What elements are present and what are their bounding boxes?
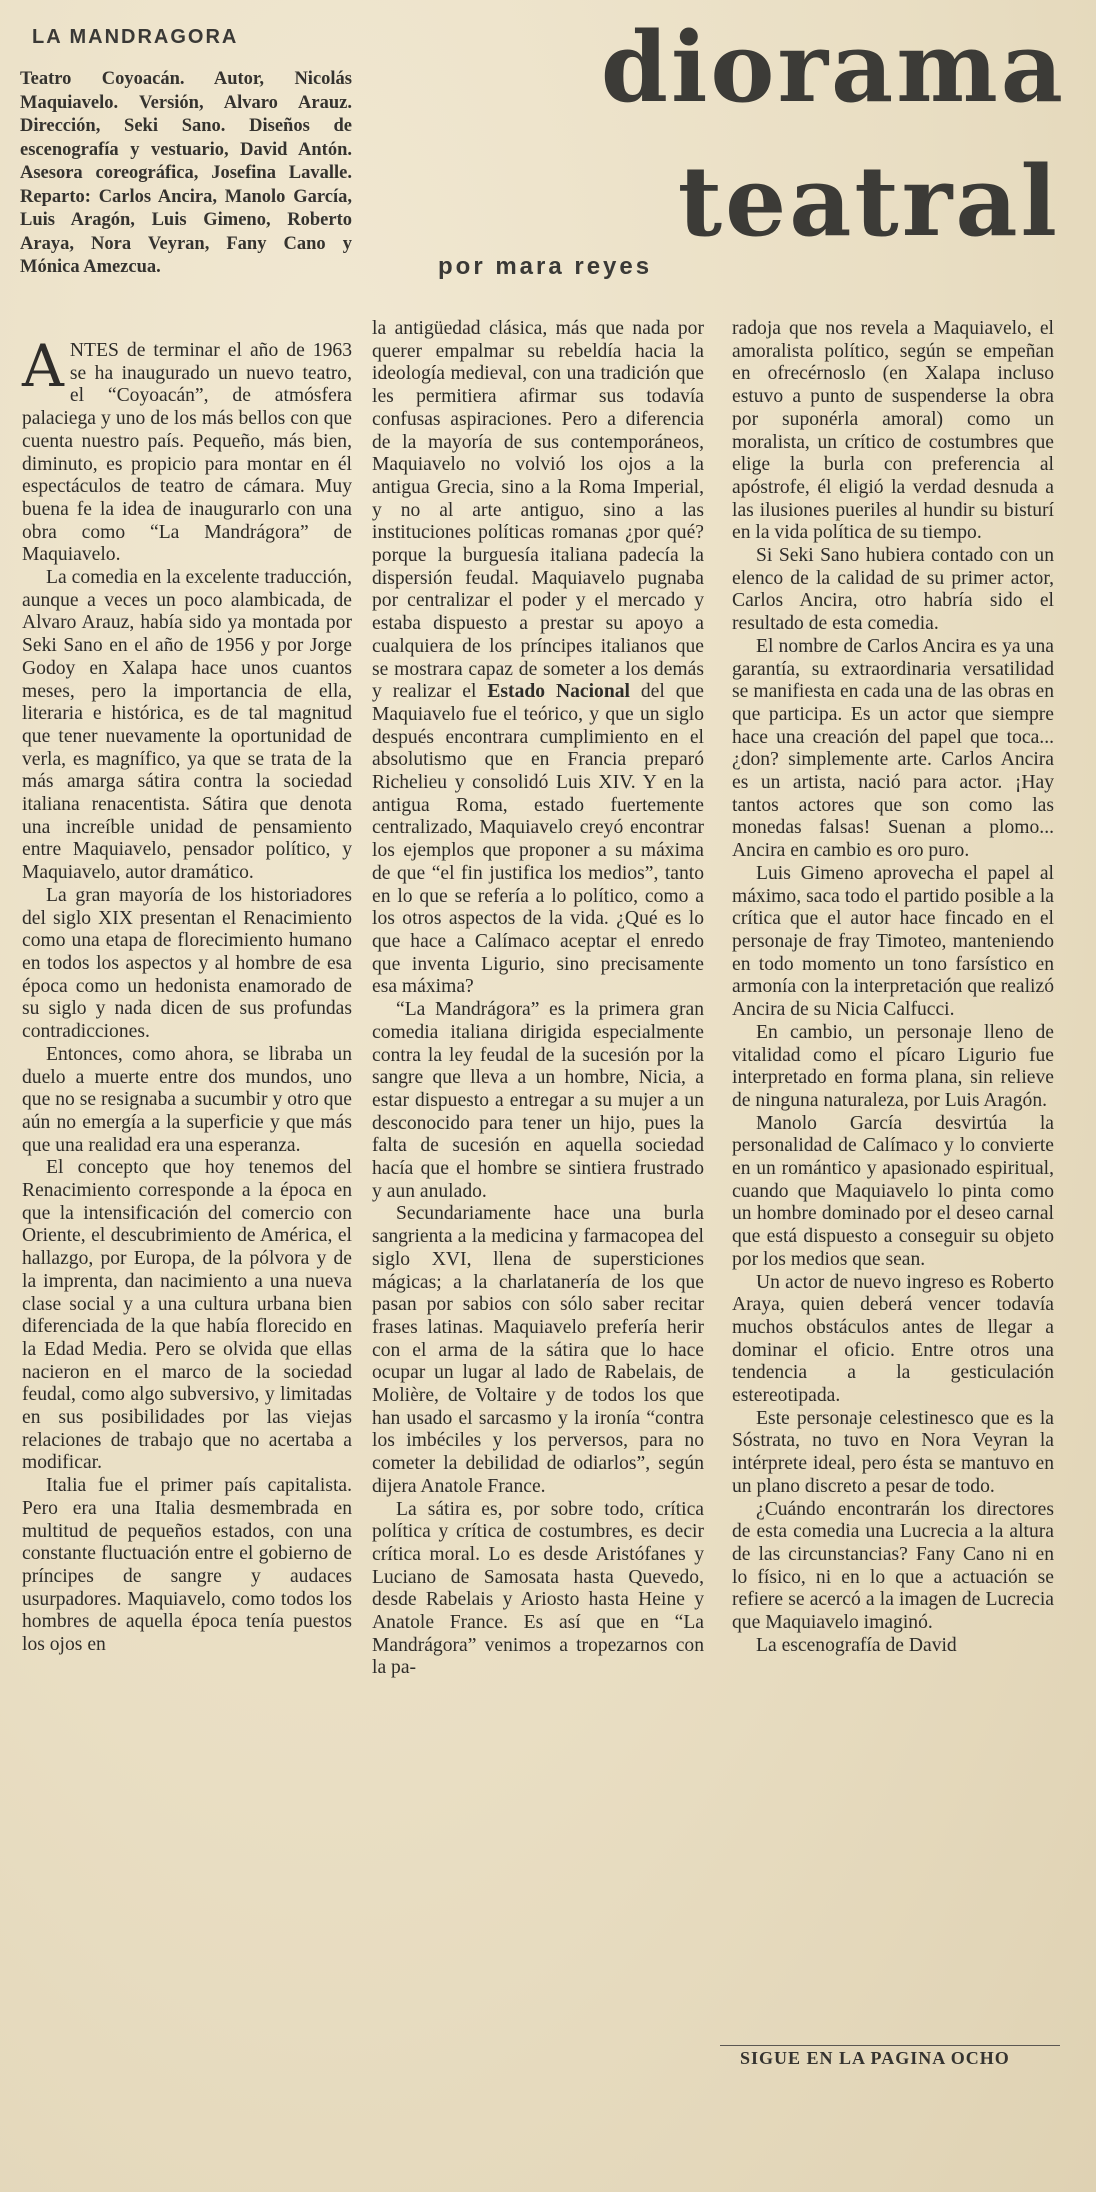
paragraph-text: del que Maquiavelo fue el teórico, y que un siglo después encontrara cumplimiento en el absolutismo que en Francia preparó Richelieu y consolidó Luis XIV. Y en la antigua Roma, estado fuertemente centralizado, Maquiavelo creyó encontrar los ejemplos que proponer a su máxima de que “el fin justifica los medios”, tanto en lo que se refería a lo político, como a los otros aspectos de la vida. ¿Qué es lo que hace a Calímaco aceptar el enredo que inventa Ligurio, sino precisamente esa máxima? <box>372 681 704 998</box>
paragraph <box>22 332 352 567</box>
paragraph: ¿Cuándo encontrarán los directores de esta comedia una Lucrecia a la altura de las circunstancias? Fany Cano ni en lo físico, ni en lo que a actuación se refiere se acercó a la imagen de Lucrecia que Maquiavelo imaginó. <box>732 1498 1054 1634</box>
paragraph <box>372 318 704 999</box>
footer-rule <box>720 2045 1060 2046</box>
paragraph-text: la antigüedad clásica, más que nada por querer empalmar su rebeldía hacia la ideología medieval, con una tradición que les permitiera afirmar sus todavía confusas aspiraciones. Pero a diferencia de la mayoría de sus contemporáneos, Maquiavelo no volvió los ojos a la antigua Grecia, sino a la Roma Imperial, y no al arte antiguo, sino a las instituciones políticas romanas ¿por qué? porque la burguesía italiana padecía la dispersión feudal. Maquiavelo pugnaba por centralizar el poder y el mercado y estaba dispuesto a prestar su apoyo a cualquiera de los príncipes italianos que se mostrara capaz de someter a los demás y realizar el <box>372 318 704 703</box>
paragraph: El nombre de Carlos Ancira es ya una garantía, su extraordinaria versatilidad se manifiesta en cada una de las obras en que participa. Es un actor que siempre hace una creación del papel que toca... ¿don? simplemente arte. Carlos Ancira es un artista, nació para actor. ¡Hay tantos actores que son como las monedas falsas! Suenan a plomo... Ancira en cambio es oro puro. <box>732 635 1054 862</box>
paragraph-text: NTES de terminar el año de 1963 se ha inaugurado un nuevo teatro, el “Coyoacán”, de atmósfera palaciega y uno de los más bellos con que cuenta nuestro país. Pequeño, más bien, diminuto, es propicio para montar en él espectáculos de teatro de cámara. Muy buena fe la idea de inaugurarlo con una obra como “La Mandrágora” de Maquiavelo. <box>22 340 352 566</box>
section-title: LA MANDRAGORA <box>32 26 239 48</box>
paragraph: radoja que nos revela a Maquiavelo, el amoralista político, según se empeñan en ofrecérnoslo (en Xalapa incluso estuvo a punto de suspenderse la obra por suponérla amoral) como un moralista, un crítico de costumbres que elige la burla con preferencia al apóstrofe, él eligió la verdad desnuda a las ilusiones pueriles al hundir su bisturí en la vida política de su tiempo. <box>732 318 1054 544</box>
paragraph: Italia fue el primer país capitalista. Pero era una Italia desmembrada en multitud de pequeños estados, con una constante fluctuación entre el gobierno de príncipes de sangre y audaces usurpadores. Maquiavelo, como todos los hombres de aquella época tenía puestos los ojos en <box>22 1475 352 1656</box>
byline: por mara reyes <box>438 253 653 280</box>
paragraph: La escenografía de David <box>756 1634 957 1656</box>
drop-cap: A <box>22 332 64 400</box>
paragraph: “La Mandrágora” es la primera gran comedia italiana dirigida especialmente contra la ley feudal de la sucesión por la sangre que lleva a un hombre, Nicia, a estar dispuesto a entregar a su mujer a un desconocido para tener un hijo, pues la falta de sucesión en aquella sociedad hacía que el hombre se sintiera frustrado y aun anulado. <box>372 999 704 1202</box>
headline-line-2: teatral <box>677 145 1060 258</box>
paragraph: Si Seki Sano hubiera contado con un elenco de la calidad de su primer actor, Carlos Ancira, otro habría sido el resultado de esta comedia. <box>732 545 1054 635</box>
paragraph: La gran mayoría de los historiadores del siglo XIX presentan el Renacimiento como una etapa de florecimiento humano en todos los aspectos y al hombre de esa época como un hedonista enamorado de su siglo y nada dicen de sus profundas contradicciones. <box>22 884 352 1043</box>
credits-block: Teatro Coyoacán. Autor, Nicolás Maquiavelo. Versión, Alvaro Arauz. Dirección, Seki Sano. Diseños de escenografía y vestuario, David Antón. Asesora coreográfica, Josefina Lavalle. Reparto: Carlos Ancira, Manolo García, Luis Aragón, Luis Gimeno, Roberto Araya, Nora Veyran, Fany Cano y Mónica Amezcua. <box>20 69 352 277</box>
paragraph: Este personaje celestinesco que es la Sóstrata, no tuvo en Nora Veyran la intérprete ideal, pero ésta se mantuvo en un plano discreto a pesar de todo. <box>732 1407 1054 1497</box>
continued-on-page-8[interactable]: SIGUE EN LA PAGINA OCHO <box>740 2048 1010 2068</box>
paragraph: Un actor de nuevo ingreso es Roberto Araya, quien deberá vencer todavía muchos obstáculos antes de llegar a dominar el oficio. Entre otros una tendencia a la gesticulación estereotipada. <box>732 1271 1054 1407</box>
paragraph: Entonces, como ahora, se libraba un duelo a muerte entre dos mundos, uno que no se resignaba a sucumbir y otro que aún no emergía a la superficie y que más que una realidad era una esperanza. <box>22 1043 352 1156</box>
paragraph: La comedia en la excelente traducción, aunque a veces un poco alambicada, de Alvaro Arauz, había sido ya montada por Seki Sano en el año de 1956 y por Jorge Godoy en Xalapa hace unos cuantos meses, pero la importancia de ella, literaria e histórica, es de tal magnitud que tener nuevamente la oportunidad de verla, es magnífico, ya que se trata de la más amarga sátira contra la sociedad italiana renacentista. Sátira que denota una increíble unidad de pensamiento entre Maquiavelo, pensador político, y Maquiavelo, autor dramático. <box>22 567 352 884</box>
headline <box>560 11 1080 258</box>
paragraph: Luis Gimeno aprovecha el papel al máximo, saca todo el partido posible a la crítica que el autor hace fincado en el personaje de fray Timoteo, manteniendo en todo momento un tono farsístico en armonía con la interpretación que realizó Ancira de su Nicia Calfucci. <box>732 862 1054 1021</box>
paragraph: La sátira es, por sobre todo, crítica política y crítica de costumbres, es decir crítica moral. Lo es desde Aristófanes y Luciano de Samosata hasta Quevedo, desde Rabelais y Ariosto hasta Heine y Anatole France. Es así que en “La Mandrágora” venimos a tropezarnos con la pa- <box>372 1498 704 1679</box>
paragraph: Manolo García desvirtúa la personalidad de Calímaco y lo convierte en un romántico y apasionado espiritual, cuando que Maquiavelo lo pinta como un hombre dominado por el deseo carnal que está dispuesto a conseguir su objeto por los medios que sean. <box>732 1112 1054 1270</box>
paragraph: El concepto que hoy tenemos del Renacimiento corresponde a la época en que la intensificación del comercio con Oriente, el descubrimiento de América, el hallazgo, por Europa, de la pólvora y de la imprenta, dan nacimiento a una nueva clase social y a una cultura urbana bien diferenciada de la que había florecido en la Edad Media. Pero se olvida que ellas nacieron en el marco de la sociedad feudal, como algo subversivo, y limitadas en sus posibilidades por las viejas relaciones de trabajo que no acertaba a modificar. <box>22 1157 352 1474</box>
article-column-2 <box>372 318 704 1680</box>
bold-term: Estado Nacional <box>487 681 630 703</box>
paragraph: Secundariamente hace una burla sangrienta a la medicina y farmacopea del siglo XVI, llena de supersticiones mágicas; a la charlatanería de los que pasan por sabios con sólo saber recitar frases latinas. Maquiavelo prefería herir con el arma de la sátira que lo hace ocupar un lugar al lado de Rabelais, de Molière, de Voltaire y de todos los que han usado el sarcasmo y la ironía “contra los imbéciles y los perversos, para no cometer la debilidad de odiarlos”, según dijera Anatole France. <box>372 1203 704 1497</box>
paragraph: En cambio, un personaje lleno de vitalidad como el pícaro Ligurio fue interpretado en forma plana, sin relieve de ninguna naturaleza, por Luis Aragón. <box>732 1021 1054 1111</box>
article-column-1 <box>22 332 352 1657</box>
headline-line-1: diorama <box>600 11 1066 124</box>
article-column-3 <box>732 318 1054 1657</box>
